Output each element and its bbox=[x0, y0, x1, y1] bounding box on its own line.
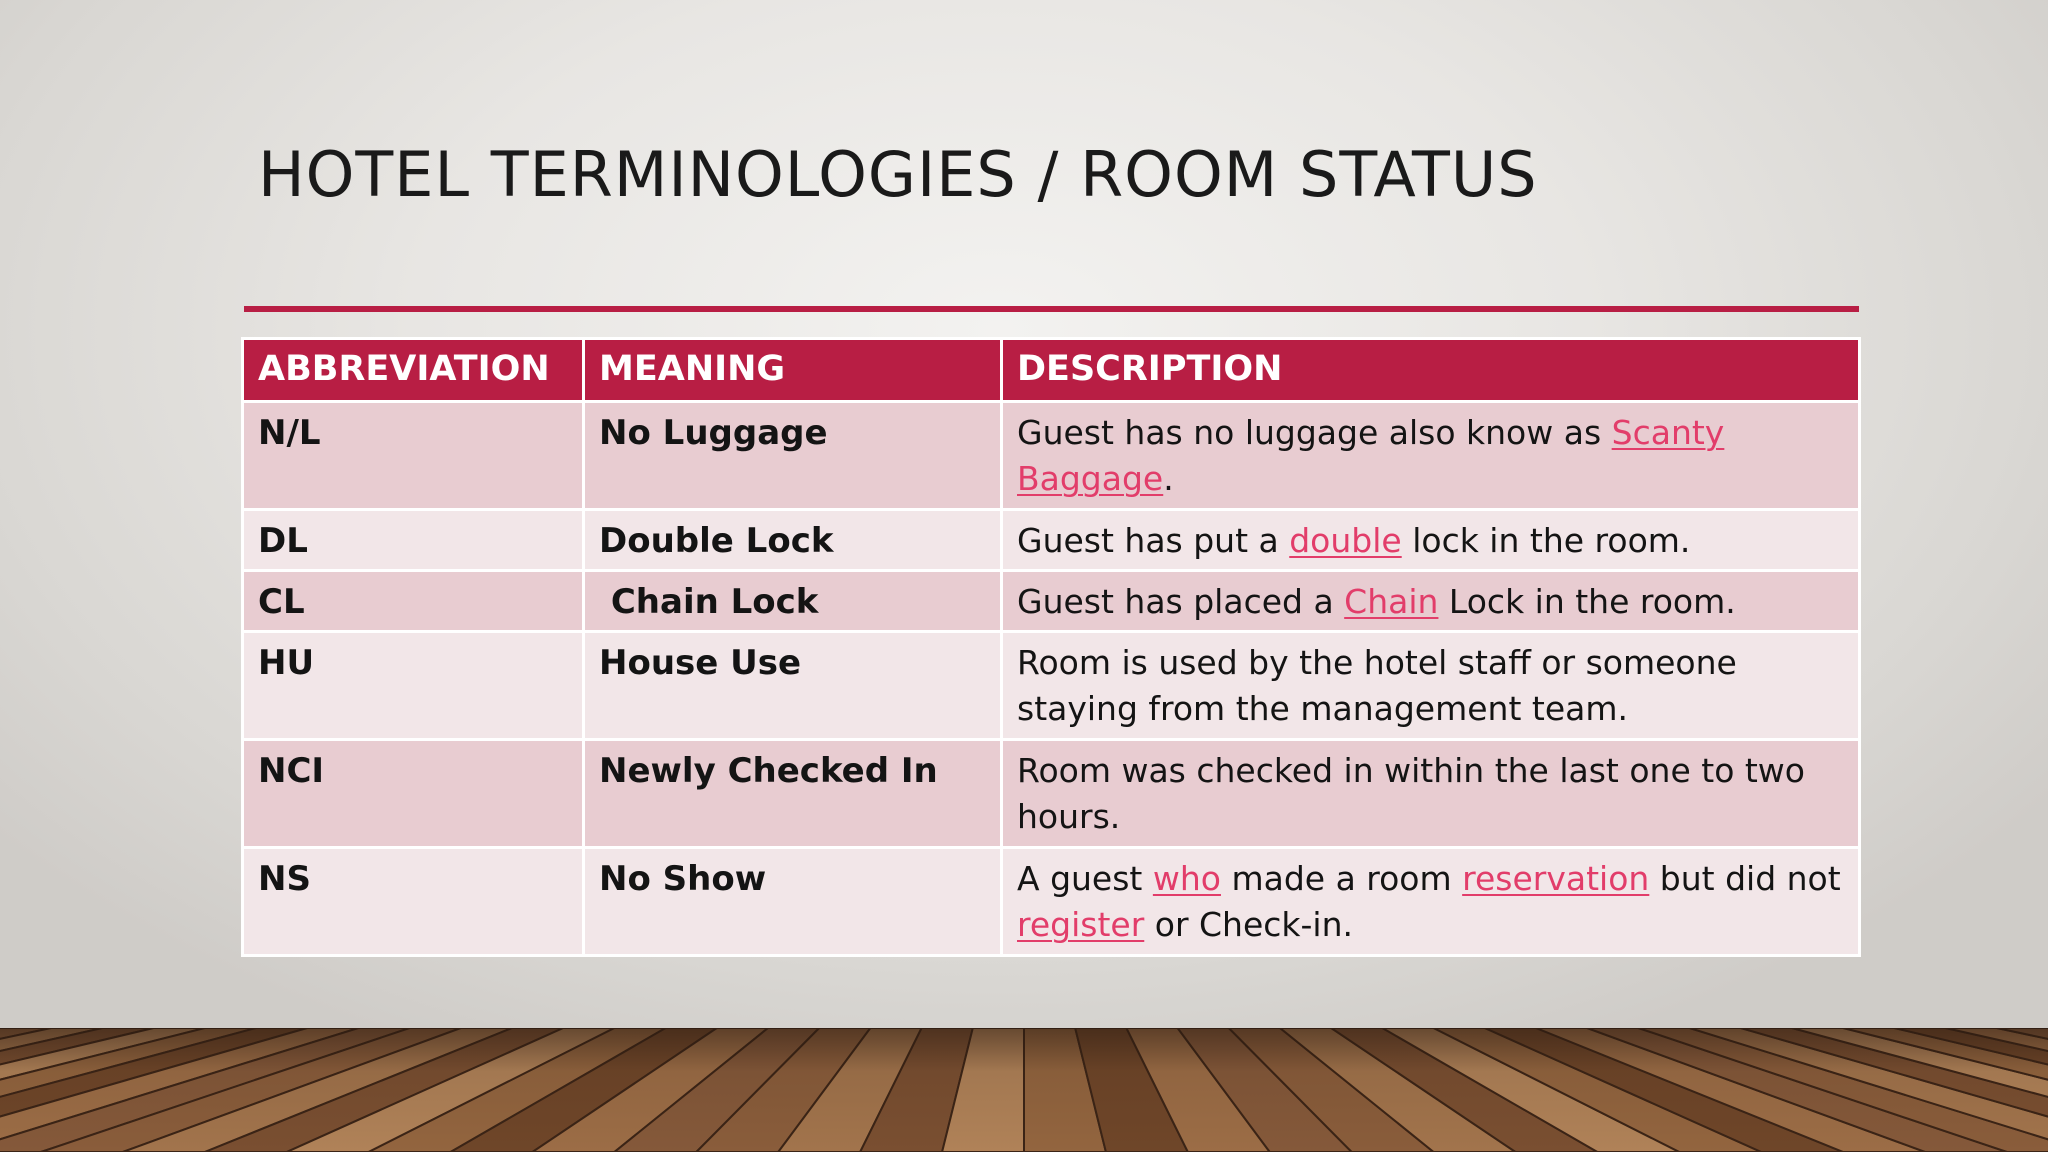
header-meaning: MEANING bbox=[584, 339, 1002, 402]
meaning-cell: No Luggage bbox=[584, 402, 1002, 510]
description-cell bbox=[1002, 632, 1860, 740]
description-text: Guest has put a bbox=[1017, 521, 1290, 560]
table-header-row bbox=[243, 339, 1860, 402]
slide-title: HOTEL TERMINOLOGIES / ROOM STATUS bbox=[258, 138, 1538, 211]
meaning-cell: House Use bbox=[584, 632, 1002, 740]
link-register[interactable]: register bbox=[1017, 905, 1145, 944]
description-cell bbox=[1002, 571, 1860, 632]
description-text: . bbox=[1163, 459, 1174, 498]
table-row bbox=[243, 571, 1860, 632]
header-abbreviation: ABBREVIATION bbox=[243, 339, 584, 402]
description-cell bbox=[1002, 740, 1860, 848]
link-chain[interactable]: Chain bbox=[1344, 582, 1439, 621]
abbreviation-cell: NCI bbox=[243, 740, 584, 848]
link-scanty-baggage[interactable]: Scanty Baggage bbox=[1017, 413, 1725, 498]
abbreviation-cell: DL bbox=[243, 510, 584, 571]
floor-planks bbox=[0, 1028, 2048, 1152]
abbreviation-cell: NS bbox=[243, 848, 584, 956]
description-cell bbox=[1002, 510, 1860, 571]
abbreviation-cell: HU bbox=[243, 632, 584, 740]
table-row bbox=[243, 740, 1860, 848]
description-text: A guest bbox=[1017, 859, 1153, 898]
abbreviation-cell: N/L bbox=[243, 402, 584, 510]
meaning-cell: Double Lock bbox=[584, 510, 1002, 571]
accent-divider bbox=[244, 306, 1859, 312]
link-reservation[interactable]: reservation bbox=[1462, 859, 1650, 898]
description-cell bbox=[1002, 848, 1860, 956]
description-cell bbox=[1002, 402, 1860, 510]
description-text: but did not bbox=[1649, 859, 1841, 898]
link-who[interactable]: who bbox=[1152, 859, 1221, 898]
terminology-table bbox=[241, 337, 1861, 957]
description-text: Room is used by the hotel staff or someone staying from the management team. bbox=[1017, 643, 1737, 728]
description-text: lock in the room. bbox=[1401, 521, 1691, 560]
meaning-cell: No Show bbox=[584, 848, 1002, 956]
table-row bbox=[243, 632, 1860, 740]
meaning-cell: Chain Lock bbox=[584, 571, 1002, 632]
header-description: DESCRIPTION bbox=[1002, 339, 1860, 402]
link-double[interactable]: double bbox=[1289, 521, 1402, 560]
abbreviation-cell: CL bbox=[243, 571, 584, 632]
table-row bbox=[243, 510, 1860, 571]
description-text: Guest has no luggage also know as bbox=[1017, 413, 1612, 452]
meaning-cell: Newly Checked In bbox=[584, 740, 1002, 848]
description-text: or Check-in. bbox=[1144, 905, 1353, 944]
description-text: Guest has placed a bbox=[1017, 582, 1345, 621]
table-row bbox=[243, 402, 1860, 510]
wooden-floor bbox=[0, 1028, 2048, 1152]
description-text: Room was checked in within the last one to two hours. bbox=[1017, 751, 1805, 836]
description-text: made a room bbox=[1220, 859, 1463, 898]
description-text: Lock in the room. bbox=[1438, 582, 1736, 621]
table-row bbox=[243, 848, 1860, 956]
